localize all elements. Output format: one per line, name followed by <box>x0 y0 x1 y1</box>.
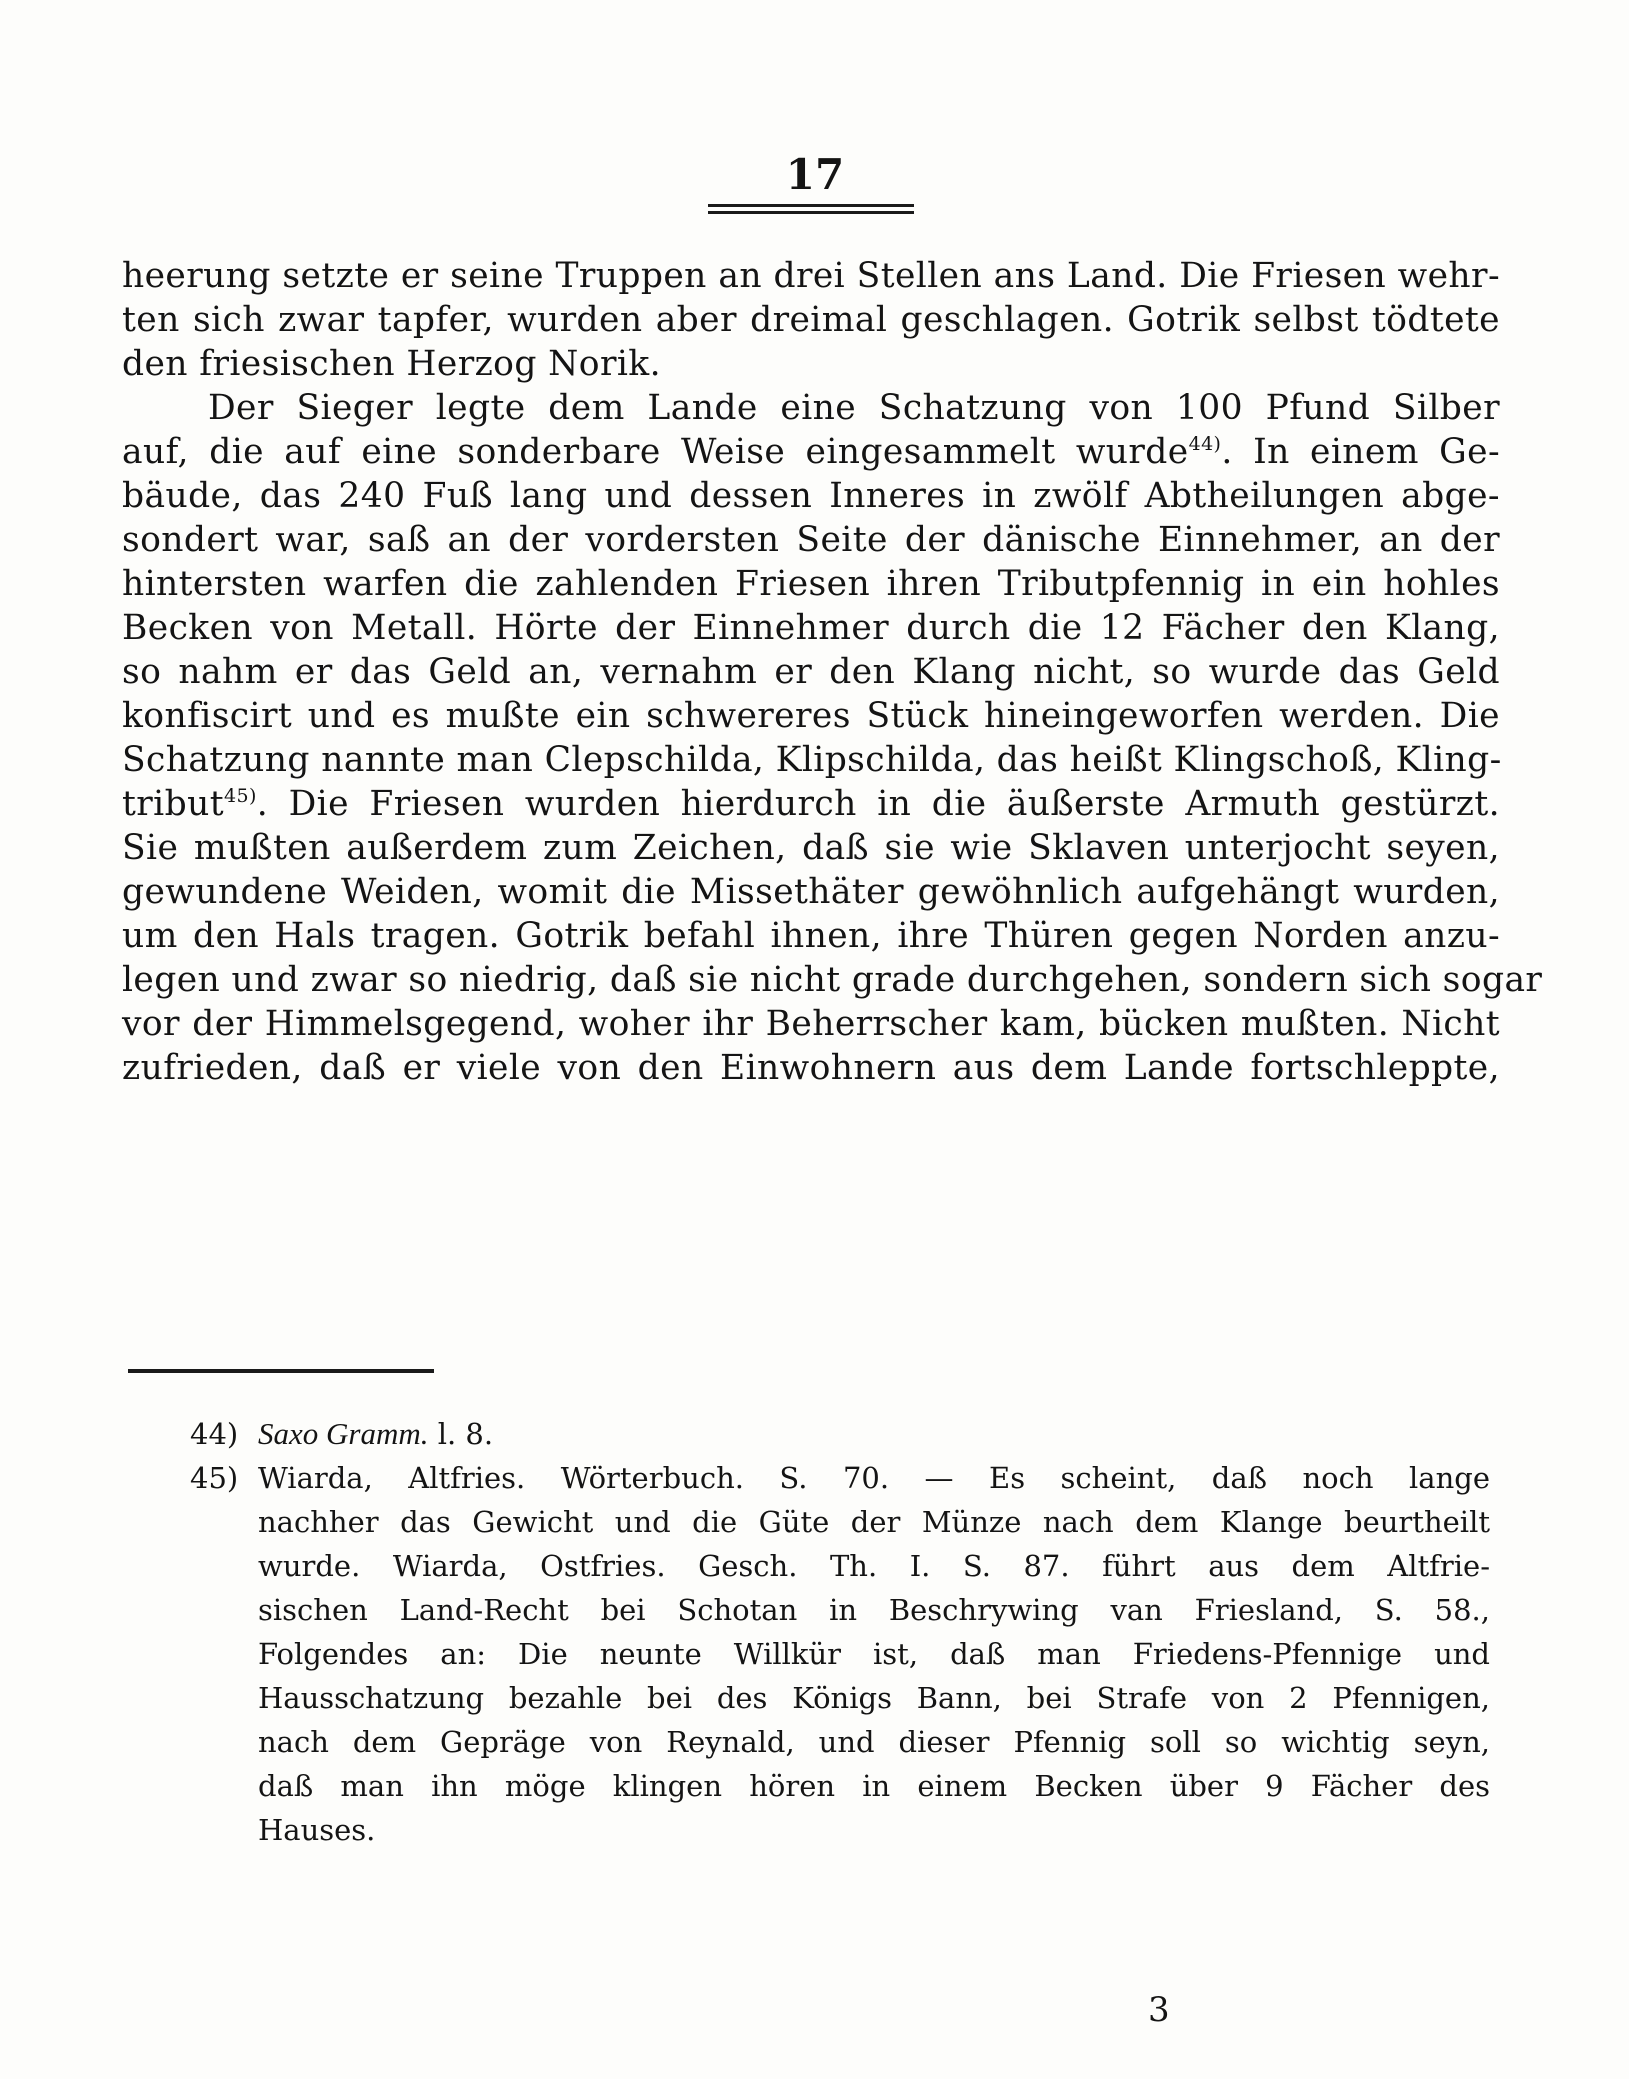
text-line: Schatzung nannte man Clepschilda, Klipschilda, das heißt Klingschoß, Kling- <box>122 740 1502 780</box>
footnote-line: Folgendes an: Die neunte Willkür ist, daß man Friedens-Pfennige und <box>258 1637 1490 1671</box>
text-line: zufrieden, daß er viele von den Einwohnern aus dem Lande fortschleppte, <box>122 1048 1500 1088</box>
footnote-ref-45[interactable]: 45) <box>223 785 257 807</box>
header-rule <box>708 211 914 214</box>
footnote-line: nachher das Gewicht und die Güte der Münze nach dem Klange beurtheilt <box>258 1505 1490 1539</box>
footnote-line: Saxo Gramm. l. 8. <box>258 1416 494 1451</box>
text-line: Sie mußten außerdem zum Zeichen, daß sie wie Sklaven unterjocht seyen, <box>122 828 1500 868</box>
text-line: auf, die auf eine sonderbare Weise eingesammelt wurde$^{44)}$. In einem Ge- <box>122 432 1501 472</box>
text-line: tribut$^{45)}$. Die Friesen wurden hierdurch in die äußerste Armuth gestürzt. <box>122 784 1500 824</box>
text-line: um den Hals tragen. Gotrik befahl ihnen, ihre Thüren gegen Norden anzu- <box>122 916 1500 956</box>
text-line: heerung setzte er seine Truppen an drei Stellen ans Land. Die Friesen wehr- <box>122 256 1500 296</box>
header-rule <box>708 204 914 207</box>
signature-mark: 3 <box>1148 1990 1170 2030</box>
footnote-line: Wiarda, Altfries. Wörterbuch. S. 70. — Es scheint, daß noch lange <box>258 1461 1490 1495</box>
text-line: bäude, das 240 Fuß lang und dessen Inneres in zwölf Abtheilungen abge- <box>122 476 1500 516</box>
text-line: konfiscirt und es mußte ein schwereres Stück hineingeworfen werden. Die <box>122 696 1500 736</box>
footnote-line: sischen Land-Recht bei Schotan in Beschrywing van Friesland, S. 58., <box>258 1593 1490 1627</box>
text-line: legen und zwar so niedrig, daß sie nicht grade durchgehen, sondern sich sogar <box>122 960 1543 1000</box>
page-number: 17 <box>785 150 845 199</box>
text-line: Der Sieger legte dem Lande eine Schatzung von 100 Pfund Silber <box>208 388 1500 428</box>
footnote-line: nach dem Gepräge von Reynald, und dieser Pfennig soll so wichtig seyn, <box>258 1725 1490 1759</box>
footnotes <box>190 1412 1490 1852</box>
footnote-44 <box>190 1412 1490 1456</box>
footnote-line: Hausschatzung bezahle bei des Königs Bann, bei Strafe von 2 Pfennigen, <box>258 1681 1490 1715</box>
text-line: vor der Himmelsgegend, woher ihr Beherrscher kam, bücken mußten. Nicht <box>122 1004 1500 1044</box>
footnote-line: Hauses. <box>258 1813 376 1847</box>
footnote-number: 45) <box>190 1461 239 1495</box>
text-line: so nahm er das Geld an, vernahm er den Klang nicht, so wurde das Geld <box>122 652 1500 692</box>
footnote-line: wurde. Wiarda, Ostfries. Gesch. Th. I. S. 87. führt aus dem Altfrie- <box>258 1549 1490 1583</box>
text-line: ten sich zwar tapfer, wurden aber dreimal geschlagen. Gotrik selbst tödtete <box>122 300 1500 340</box>
footnote-rule <box>128 1369 434 1373</box>
footnote-45 <box>190 1456 1490 1852</box>
text-line: hintersten warfen die zahlenden Friesen ihren Tributpfennig in ein hohles <box>122 564 1500 604</box>
main-text <box>122 254 1543 1090</box>
footnote-ref-44[interactable]: 44) <box>1188 433 1222 455</box>
text-line: Becken von Metall. Hörte der Einnehmer durch die 12 Fächer den Klang, <box>122 608 1500 648</box>
text-line: den friesischen Herzog Norik. <box>122 344 661 384</box>
footnote-number: 44) <box>190 1417 239 1451</box>
citation-title: Saxo Gramm. <box>258 1416 429 1451</box>
text-line: sondert war, saß an der vordersten Seite der dänische Einnehmer, an der <box>122 520 1500 560</box>
text-line: gewundene Weiden, womit die Missethäter gewöhnlich aufgehängt wurden, <box>122 872 1500 912</box>
footnote-line: daß man ihn möge klingen hören in einem Becken über 9 Fächer des <box>258 1769 1490 1803</box>
